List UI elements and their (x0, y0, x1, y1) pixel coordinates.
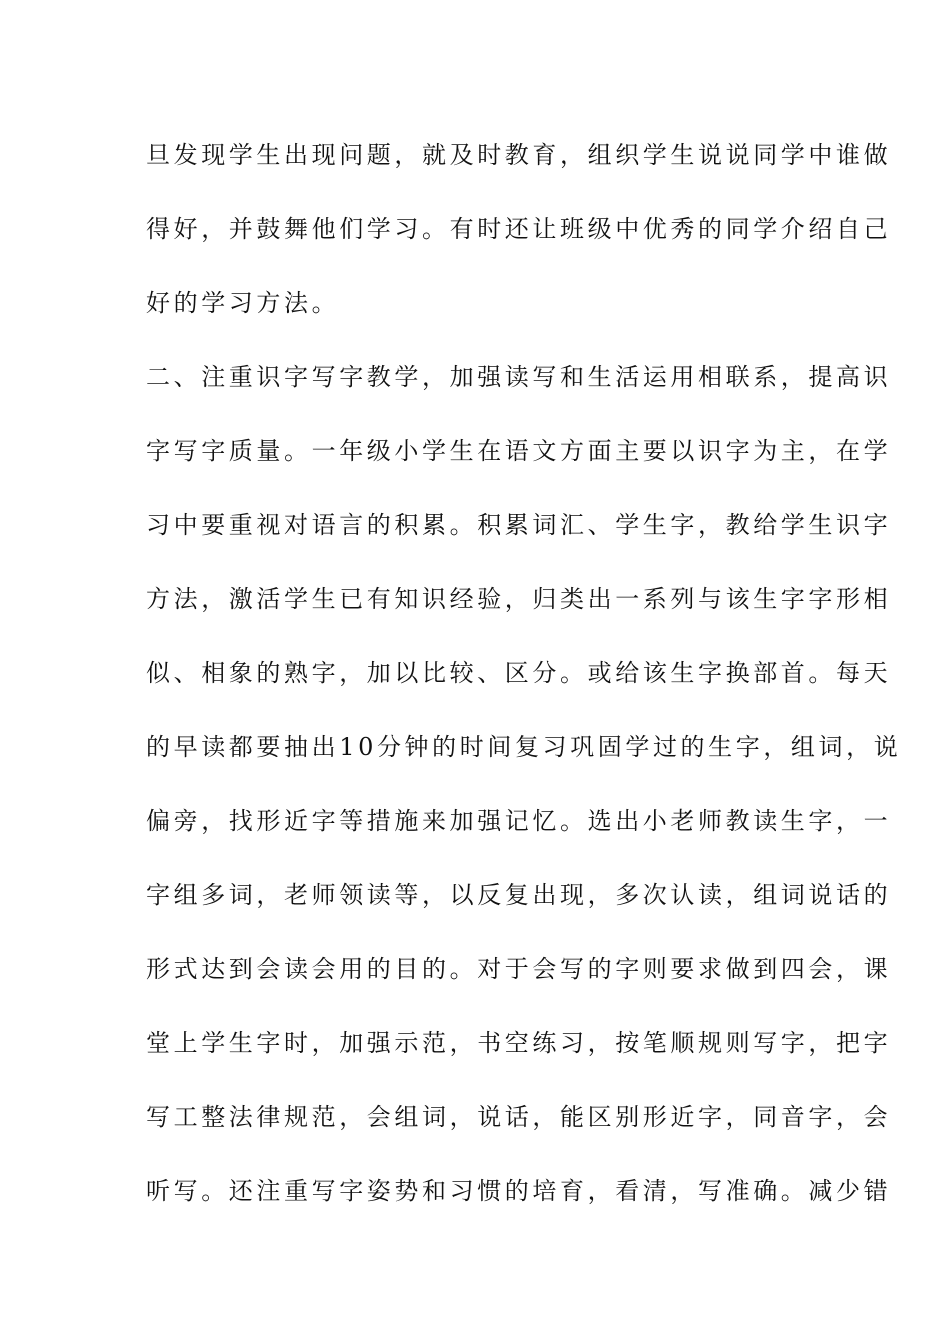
text-line: 字写字质量。一年级小学生在语文方面主要以识字为主，在学 (146, 437, 892, 465)
text-line: 字组多词，老师领读等，以反复出现，多次认读，组词说话的 (146, 881, 892, 909)
document-body (146, 128, 902, 1238)
text-line: 得好，并鼓舞他们学习。有时还让班级中优秀的同学介绍自己 (146, 215, 892, 243)
text-line: 写工整法律规范，会组词，说话，能区别形近字，同音字，会 (146, 1103, 892, 1131)
text-line: 形式达到会读会用的目的。对于会写的字则要求做到四会，课 (146, 955, 892, 983)
text-line: 堂上学生字时，加强示范，书空练习，按笔顺规则写字，把字 (146, 1029, 892, 1057)
text-line: 似、相象的熟字，加以比较、区分。或给该生字换部首。每天 (146, 659, 892, 687)
text-line: 方法，激活学生已有知识经验，归类出一系列与该生字字形相 (146, 585, 892, 613)
text-line: 习中要重视对语言的积累。积累词汇、学生字，教给学生识字 (146, 511, 892, 539)
text-line: 二、注重识字写字教学，加强读写和生活运用相联系，提高识 (146, 363, 892, 391)
text-line: 好的学习方法。 (146, 289, 340, 317)
text-line: 听写。还注重写字姿势和习惯的培育，看清，写准确。减少错 (146, 1177, 892, 1205)
text-line: 偏旁，找形近字等措施来加强记忆。选出小老师教读生字，一 (146, 807, 892, 835)
text-line: 旦发现学生出现问题，就及时教育，组织学生说说同学中谁做 (146, 141, 892, 169)
text-line: 的早读都要抽出10分钟的时间复习巩固学过的生字，组词，说 (146, 733, 902, 761)
